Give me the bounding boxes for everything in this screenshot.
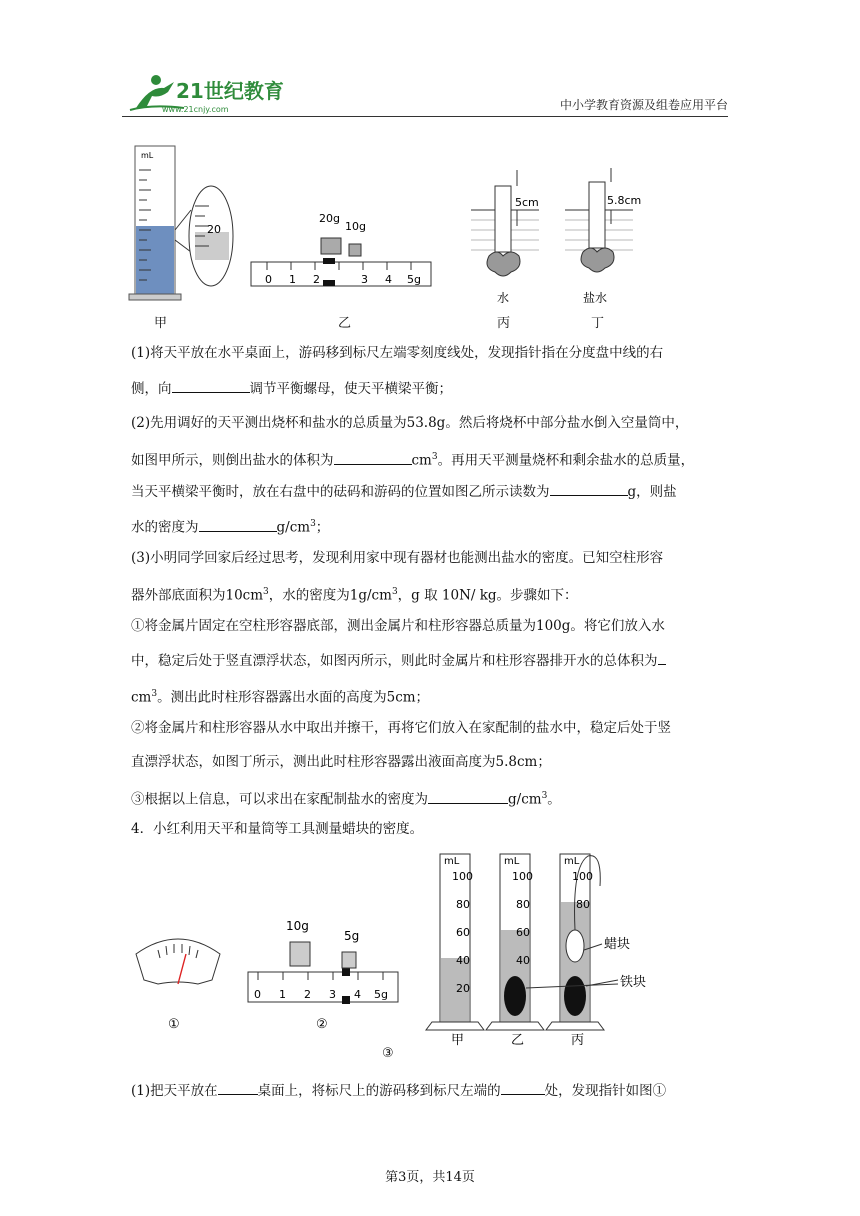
floating-container-ding — [565, 168, 641, 305]
graduated-cylinder-jia — [129, 146, 233, 300]
scale2-0: 0 — [254, 988, 261, 1001]
zoom-20: 20 — [207, 223, 221, 236]
scale2-3: 3 — [329, 988, 336, 1001]
circ2: ② — [316, 1017, 328, 1032]
weight-10g-label-2: 10g — [286, 919, 309, 933]
fig-ding-label: 丁 — [591, 316, 605, 331]
cyl-yi-label: 乙 — [511, 1033, 525, 1046]
cylinder-yi — [486, 854, 544, 1030]
cyl-jia-label: 甲 — [451, 1033, 465, 1046]
logo-url: www.21cnjy.com — [162, 105, 229, 114]
t40-jia: 40 — [456, 954, 470, 967]
scale-0: 0 — [265, 273, 272, 286]
fig-bing-label: 丙 — [497, 316, 511, 331]
cyl-bing-label: 丙 — [571, 1033, 585, 1046]
q4-title: 4．小红利用天平和量筒等工具测量蜡块的密度。 — [131, 821, 424, 837]
cylinder-jia-2 — [426, 854, 484, 1030]
q3-p2a: (2)先用调好的天平测出烧杯和盐水的总质量为53.8g。然后将烧杯中部分盐水倒入空量筒中， — [131, 415, 689, 431]
scale-5g: 5g — [407, 273, 421, 286]
q3-p3a: (3)小明同学回家后经过思考，发现利用家中现有器材也能测出盐水的密度。已知空柱形容 — [131, 550, 664, 566]
site-logo — [122, 68, 292, 118]
scale2-2: 2 — [304, 988, 311, 1001]
scale2-1: 1 — [279, 988, 286, 1001]
q3-p2d: 水的密度为 $g/cm^3$； — [131, 514, 731, 538]
q3-s2a: ②将金属片和柱形容器从水中取出并擦干，再将它们放入在家配制的盐水中，稳定后处于竖 — [131, 720, 671, 736]
balance-pointer-dial — [136, 939, 220, 1032]
scale2-4: 4 — [354, 988, 361, 1001]
q3-p3b: 器外部底面积为$10cm^3$，水的密度为$1g/cm^3$，g 取 10N/ kg。步骤如下： — [131, 587, 578, 604]
water-label: 水 — [497, 291, 510, 305]
t60-yi: 60 — [516, 926, 530, 939]
figure-row-2 — [128, 846, 668, 1050]
weight-10g-label: 10g — [345, 220, 366, 233]
q3-s1c: $cm^3$。测出此时柱形容器露出水面的高度为5cm； — [131, 689, 430, 706]
t20-jia: 20 — [456, 982, 470, 995]
floating-container-bing — [471, 170, 539, 305]
page-footer: 第3页，共14页 — [385, 1170, 475, 1185]
circ3: ③ — [382, 1046, 394, 1061]
t100-jia: 100 — [452, 870, 473, 883]
ml-label: mL — [141, 151, 154, 160]
header-divider — [122, 116, 728, 117]
q3-p2b: 如图甲所示，则倒出盐水的体积为 $cm^3$。再用天平测量烧杯和剩余盐水的总质量， — [131, 447, 731, 471]
q3-s1b: 中，稳定后处于竖直漂浮状态，如图丙所示，则此时金属片和柱形容器排开水的总体积为 — [131, 650, 731, 671]
q3-s3: ③根据以上信息，可以求出在家配制盐水的密度为 $g/cm^3$。 — [131, 786, 731, 810]
t40-yi: 40 — [516, 954, 530, 967]
cylinder-bing — [526, 854, 646, 1030]
fig-yi-label: 乙 — [338, 316, 352, 331]
scale-3: 3 — [361, 273, 368, 286]
header-platform-text: 中小学教育资源及组卷应用平台 — [559, 98, 728, 112]
q3-p1b: 侧，向 调节平衡螺母，使天平横梁平衡； — [131, 378, 731, 399]
logo-text: 21世纪教育 — [176, 79, 284, 103]
weight-20g-label: 20g — [319, 212, 340, 225]
height-5cm: 5cm — [515, 196, 539, 209]
t60-jia: 60 — [456, 926, 470, 939]
figure-row-1 — [125, 140, 665, 344]
ml-yi: mL — [504, 856, 520, 867]
fig-jia-label: 甲 — [154, 316, 168, 331]
scale-4: 4 — [385, 273, 392, 286]
ml-bing: mL — [564, 856, 580, 867]
scale-2: 2 — [313, 273, 320, 286]
balance-scale-yi — [251, 212, 431, 286]
circ1: ① — [168, 1017, 180, 1032]
scale-1: 1 — [289, 273, 296, 286]
scale2-5g: 5g — [374, 988, 388, 1001]
q4-p1: (1)把天平放在 桌面上，将标尺上的游码移到标尺左端的 处，发现指针如图① — [131, 1080, 731, 1101]
height-5-8cm: 5.8cm — [607, 194, 642, 207]
q3-p1a: (1)将天平放在水平桌面上，游码移到标尺左端零刻度线处，发现指针指在分度盘中线的右 — [131, 345, 664, 361]
balance-scale-2 — [248, 919, 398, 1032]
iron-label: 铁块 — [620, 975, 647, 990]
q3-p2c: 当天平横梁平衡时，放在右盘中的砝码和游码的位置如图乙所示读数为 g，则盐 — [131, 481, 731, 502]
t80-bing: 80 — [576, 898, 590, 911]
t100-yi: 100 — [512, 870, 533, 883]
ml-jia: mL — [444, 856, 460, 867]
saltwater-label: 盐水 — [583, 291, 608, 305]
t100-bing: 100 — [572, 870, 593, 883]
q3-s1a: ①将金属片固定在空柱形容器底部，测出金属片和柱形容器总质量为100g。将它们放入水 — [131, 618, 665, 634]
q3-s2b: 直漂浮状态，如图丁所示，测出此时柱形容器露出液面高度为5.8cm； — [131, 754, 551, 770]
wax-label: 蜡块 — [604, 937, 631, 952]
t80-jia: 80 — [456, 898, 470, 911]
t80-yi: 80 — [516, 898, 530, 911]
weight-5g-label: 5g — [344, 929, 360, 943]
